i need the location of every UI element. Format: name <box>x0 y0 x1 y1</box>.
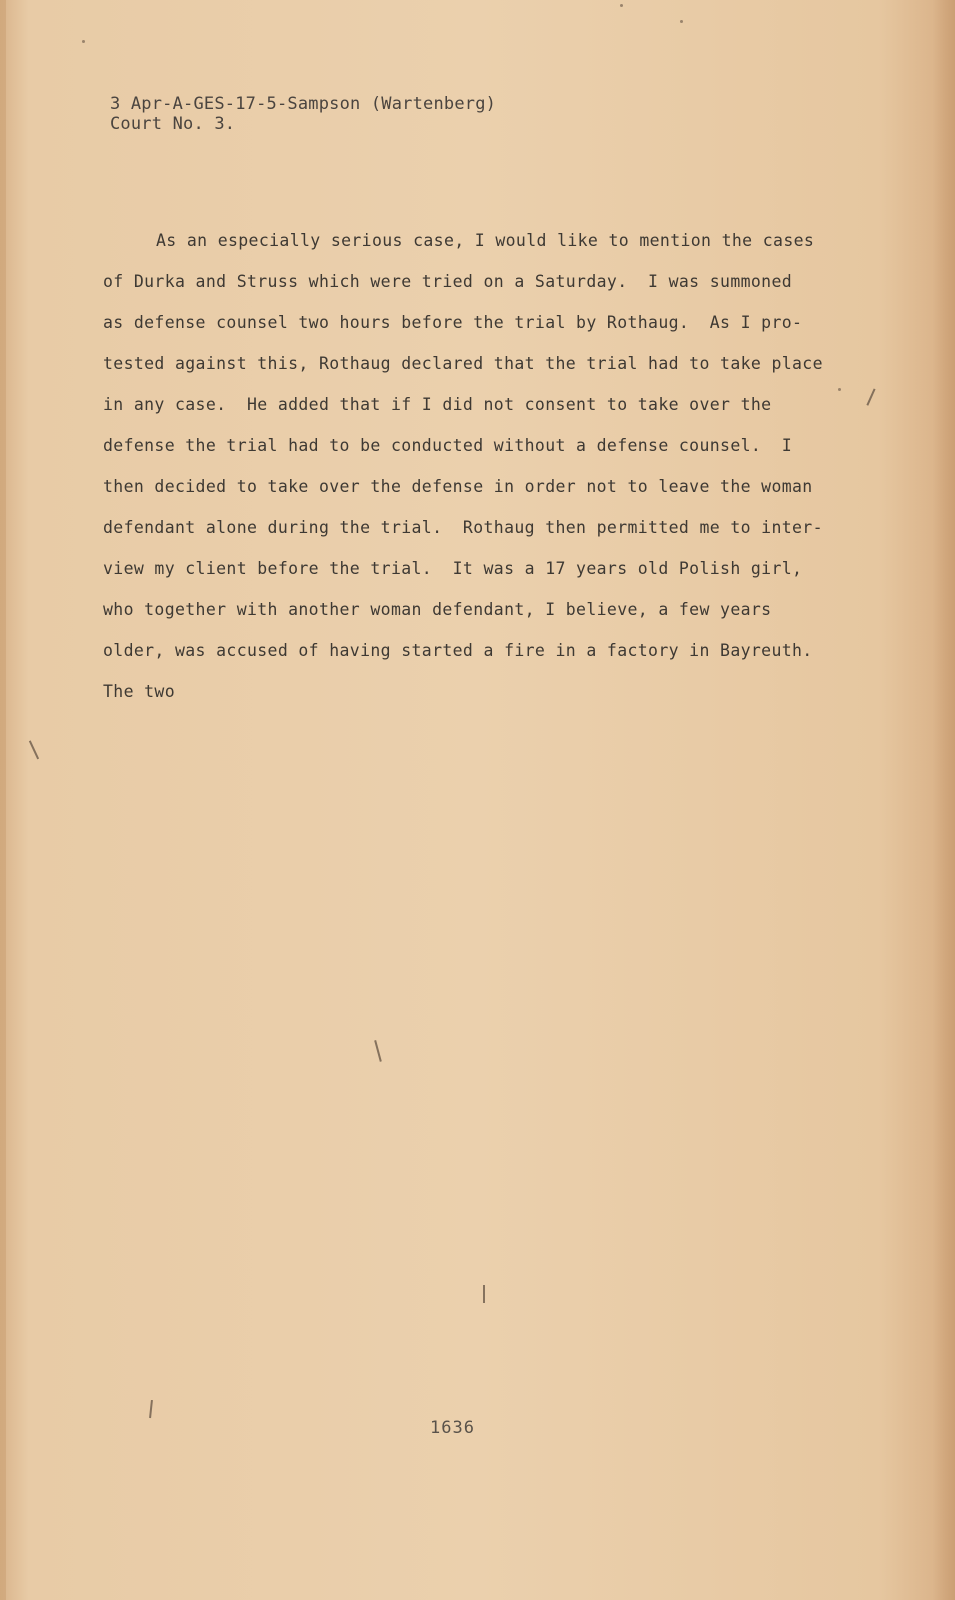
testimony-body <box>103 220 823 712</box>
body-line: in any case. He added that if I did not consent to take over the <box>103 395 772 414</box>
page-right-edge-shadow <box>933 0 955 1600</box>
paper-scratch-mark <box>374 1040 381 1062</box>
body-line: who together with another woman defendant, I believe, a few years <box>103 600 772 619</box>
paper-speck <box>680 20 683 23</box>
page-left-edge <box>0 0 6 1600</box>
paper-speck <box>82 40 85 43</box>
document-header <box>110 94 496 134</box>
paper-scratch-mark <box>29 741 39 760</box>
paper-speck <box>838 388 841 391</box>
page-number: 1636 <box>430 1418 475 1438</box>
header-court-line: Court No. 3. <box>110 114 236 134</box>
body-line: of Durka and Struss which were tried on a Saturday. I was summoned <box>103 272 793 291</box>
body-line: The two <box>103 682 175 701</box>
paper-scratch-mark <box>866 388 875 405</box>
body-line: defense the trial had to be conducted without a defense counsel. I <box>103 436 793 455</box>
body-line: as defense counsel two hours before the trial by Rothaug. As I pro- <box>103 313 803 332</box>
header-reference-line: 3 Apr-A-GES-17-5-Sampson (Wartenberg) <box>110 94 497 114</box>
body-line: then decided to take over the defense in order not to leave the woman <box>103 477 813 496</box>
paper-scratch-mark <box>483 1285 485 1303</box>
body-line: tested against this, Rothaug declared that the trial had to take place <box>103 354 823 373</box>
paper-speck <box>620 4 623 7</box>
paper-scratch-mark <box>149 1400 152 1418</box>
body-line: view my client before the trial. It was a 17 years old Polish girl, <box>103 559 803 578</box>
body-line: As an especially serious case, I would like to mention the cases <box>156 231 815 250</box>
body-line: defendant alone during the trial. Rothaug then permitted me to inter- <box>103 518 823 537</box>
body-line: older, was accused of having started a fire in a factory in Bayreuth. <box>103 641 813 660</box>
